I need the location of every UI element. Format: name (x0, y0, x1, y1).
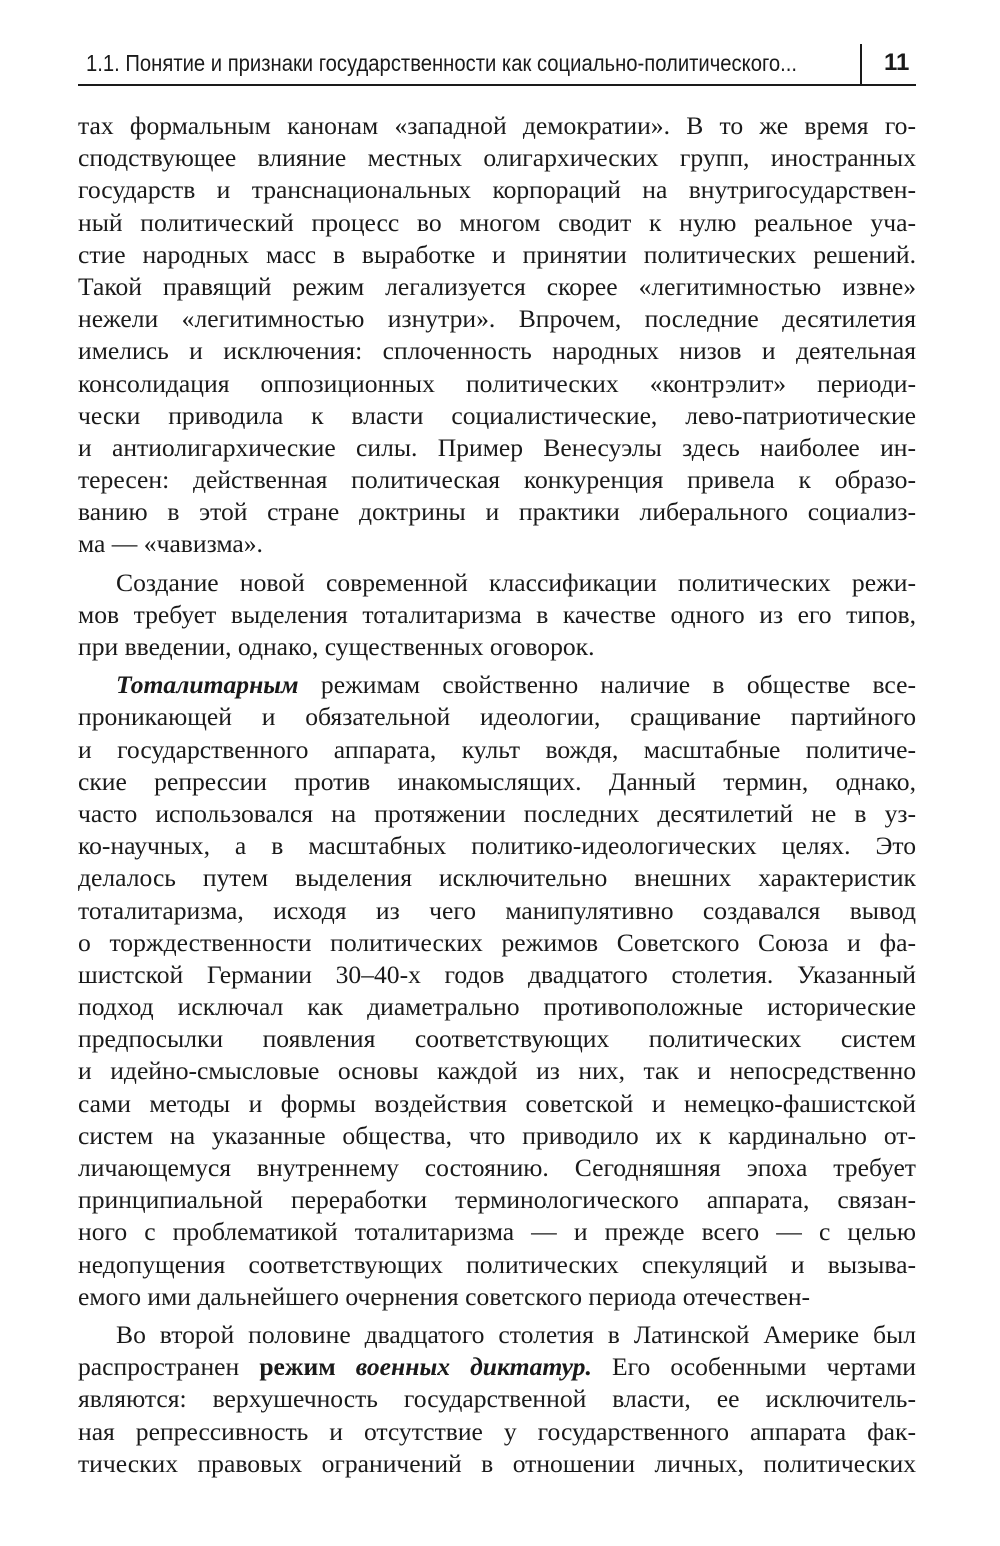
text-line: предпосылки появления соответствующих политических систем (78, 1024, 916, 1054)
text-line: при введении, однако, существенных оговорок. (78, 632, 595, 661)
text-line: емого ими дальнейшего очернения советского периода отечествен- (78, 1281, 811, 1311)
text-line: консолидация оппозиционных политических «контрэлит» периоди- (78, 368, 916, 398)
text-line: ванию в этой стране доктрины и практики либерального социализ- (78, 497, 916, 527)
text-line: тических правовых ограничений в отношении личных, политических (78, 1448, 916, 1478)
text-line: принципиальной переработки терминологического аппарата, связан- (78, 1185, 916, 1215)
header-rule (78, 84, 916, 86)
text-line: ма — «чавизма». (78, 529, 263, 559)
text-line: ная репрессивность и отсутствие у государственного аппарата фак- (78, 1416, 916, 1446)
body-text (78, 110, 916, 1480)
term-military-dictatorships: военных диктатур. (355, 1352, 592, 1382)
text-run: Во второй половине двадцатого столетия в Латинской Америке был (116, 1319, 916, 1349)
text-line (78, 1351, 916, 1383)
text-line: и антиолигархические силы. Пример Венесуэлы здесь наиболее ин- (78, 432, 916, 462)
text-line: и государственного аппарата, культ вождя, масштабные политиче- (78, 734, 916, 764)
text-line: и идейно-смысловые основы каждой из них, так и непосредственно (78, 1056, 916, 1086)
text-line: тах формальным канонам «западной демократии». В то же время го- (78, 111, 916, 140)
text-line (78, 669, 916, 701)
text-line: проникающей и обязательной идеологии, сращивание партийного (78, 702, 916, 732)
page-number: 11 (884, 49, 910, 76)
paragraph-2 (78, 567, 916, 664)
text-line (78, 567, 916, 599)
text-line (78, 1319, 916, 1351)
text-run (336, 1352, 356, 1381)
text-line: сподствующее влияние местных олигархических групп, иностранных (78, 143, 916, 173)
term-totalitarian: Тоталитарным (116, 670, 299, 700)
paragraph-1 (78, 110, 916, 561)
text-line: стие народных масс в выработке и принятии политических решений. (78, 239, 916, 269)
text-line: ские репрессии против инакомыслящих. Данный термин, однако, (78, 766, 916, 796)
text-line: мов требует выделения тоталитаризма в качестве одного из его типов, (78, 599, 916, 629)
page-header (78, 38, 916, 86)
paragraph-4 (78, 1319, 916, 1480)
text-line: подход исключал как диаметрально противоположные исторические (78, 992, 916, 1022)
text-line: являются: верхушечность государственной власти, ее исключитель- (78, 1384, 916, 1414)
text-line: нежели «легитимностью изнутри». Впрочем, последние десятилетия (78, 304, 916, 334)
running-title: 1.1. Понятие и признаки государственности как социально-политического... (86, 50, 798, 76)
text-line: имелись и исключения: сплоченность народных низов и деятельная (78, 336, 916, 366)
text-line: Такой правящий режим легализуется скорее «легитимностью извне» (78, 271, 916, 301)
text-line: тересен: действенная политическая конкуренция привела к образо- (78, 465, 916, 495)
text-run: Его особенными чертами (591, 1352, 917, 1382)
text-run: режимам свойственно наличие в обществе все- (298, 670, 916, 700)
text-line: о торждественности политических режимов Советского Союза и фа- (78, 927, 916, 957)
text-line: ный политический процесс во многом сводит к нулю реальное уча- (78, 207, 916, 237)
text-line: ного с проблематикой тоталитаризма — и прежде всего — с целью (78, 1217, 916, 1247)
text-line: делалось путем выделения исключительно внешних характеристик (78, 863, 916, 893)
text-line: чески приводила к власти социалистические, лево-патриотические (78, 400, 916, 430)
text-line: личающемуся внутреннему состоянию. Сегодняшняя эпоха требует (78, 1153, 916, 1182)
text-line: шистской Германии 30–40-х годов двадцатого столетия. Указанный (78, 959, 916, 989)
text-run: Создание новой современной классификации политических режи- (116, 567, 916, 597)
header-separator (860, 44, 862, 84)
paragraph-3 (78, 669, 916, 1313)
term-regime: режим (259, 1352, 336, 1382)
text-line: государств и транснациональных корпораций на внутригосударствен- (78, 175, 916, 205)
text-run: распространен (78, 1352, 260, 1382)
text-line: часто использовался на протяжении последних десятилетий не в уз- (78, 798, 916, 828)
text-line: тоталитаризма, исходя из чего манипулятивно создавался вывод (78, 895, 916, 925)
text-line: систем на указанные общества, что приводило их к кардинально от- (78, 1120, 916, 1150)
text-line: недопущения соответствующих политических спекуляций и вызыва- (78, 1249, 916, 1279)
text-line: ко-научных, а в масштабных политико-идеологических целях. Это (78, 831, 916, 861)
text-line: сами методы и формы воздействия советской и немецко-фашистской (78, 1088, 916, 1118)
